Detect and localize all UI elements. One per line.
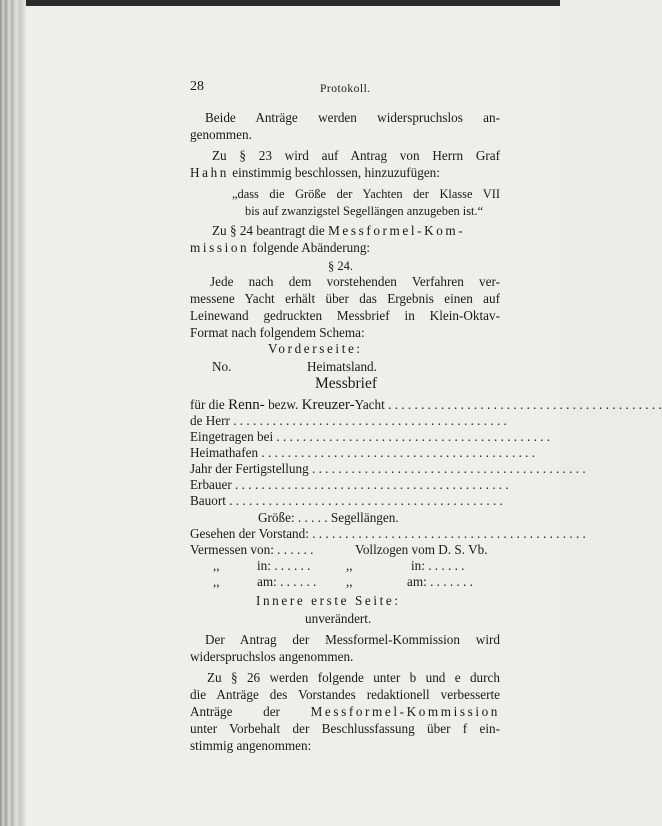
unchanged-note: unverändert.: [305, 611, 372, 626]
field-label: Erbauer: [190, 477, 232, 492]
form-field-yacht: [190, 397, 662, 413]
paragraph-line: [190, 704, 500, 720]
vollzogen-label: Vollzogen vom D. S. Vb.: [355, 542, 488, 557]
paragraph-line: Leinewand gedruckten Messbrief in Klein-Oktav-: [190, 308, 500, 323]
paragraph-line: genommen.: [190, 127, 252, 142]
paragraph-line: Zu § 26 werden folgende unter b und e durch: [207, 670, 500, 685]
paragraph-line: die Anträge des Vorstandes redaktionell verbesserte: [190, 687, 500, 702]
field-label: Jahr der Fertigstellung: [190, 461, 309, 476]
field-label: de Herr: [190, 413, 230, 428]
person-name: Hahn: [190, 165, 229, 180]
section-heading: § 24.: [328, 259, 353, 273]
am-field: am: . . . . . .: [257, 574, 317, 589]
commission-name: Messformel-Kom-: [328, 223, 466, 238]
field-label: Yacht: [354, 397, 385, 412]
form-field-bauort: [190, 493, 502, 509]
dot-leader: . . . . . . . . . . . . . . . . . . . . . . . . . . . . . . . . . . . . . . . . . .: [233, 413, 507, 428]
paragraph-line: [190, 240, 370, 256]
dot-leader: . . . . . . . . . . . . . . . . . . . . . . . . . . . . . . . . . . . . . . . . . .: [229, 493, 503, 508]
field-label: Bauort: [190, 493, 226, 508]
paragraph-line: Format nach folgendem Schema:: [190, 325, 365, 340]
dot-leader: . . . . . . . . . . . . . . . . . . . . . . . . . . . . . . . . . . . . . . . . . .: [388, 397, 662, 412]
form-field-erbauer: [190, 477, 509, 493]
field-label: Heimathafen: [190, 445, 259, 460]
commission-name: mission: [190, 240, 250, 255]
paragraph-line: [212, 223, 465, 239]
field-label: für die: [190, 397, 229, 412]
dot-leader: . . . . . . . . . . . . . . . . . . . . . . . . . . . . . . . . . . . . . . . . . .: [261, 445, 536, 460]
form-field-eingetragen: [190, 429, 551, 445]
in-field: in: . . . . . .: [257, 558, 311, 573]
groesse-line: Größe: . . . . . Segellängen.: [258, 510, 399, 525]
form-field-heimathafen: [190, 445, 536, 461]
quote-line: „dass die Größe der Yachten der Klasse VII: [232, 187, 500, 201]
dot-leader: . . . . . . . . . . . . . . . . . . . . . . . . . . . . . . . . . . . . . . . . . .: [235, 477, 509, 492]
am-field: am: . . . . . . .: [407, 574, 473, 589]
book-spine: [0, 0, 26, 826]
paragraph-text: Zu § 24 beantragt die: [212, 223, 329, 238]
paragraph-line: stimmig angenommen:: [190, 738, 312, 753]
ditto-mark: ,,: [346, 574, 353, 589]
field-label: bezw.: [264, 397, 302, 412]
heimatsland-label: Heimatsland.: [307, 359, 377, 374]
dot-leader: . . . . . . . . . . . . . . . . . . . . . . . . . . . . . . . . . . . . . . . . . .: [311, 461, 586, 476]
vermessen-label: Vermessen von: . . . . . .: [190, 542, 314, 557]
paragraph-line: [190, 165, 440, 181]
page-number: 28: [190, 79, 204, 94]
paragraph-text: einstimmig beschlossen, hinzuzufügen:: [228, 165, 440, 180]
form-field-jahr: [190, 461, 586, 477]
paragraph-line: Beide Anträge werden widerspruchslos an-: [205, 110, 500, 125]
ditto-mark: ,,: [213, 574, 220, 589]
field-label: Gesehen der Vorstand:: [190, 526, 309, 541]
paragraph-line: messene Yacht erhält über das Ergebnis einen auf: [190, 291, 500, 306]
paragraph-text: folgende Abänderung:: [249, 240, 371, 255]
paragraph-line: Jede nach dem vorstehenden Verfahren ver-: [210, 274, 500, 289]
running-title: Protokoll.: [320, 83, 371, 95]
paragraph-line: Der Antrag der Messformel-Kommission wird: [205, 632, 500, 647]
form-title: Messbrief: [315, 375, 377, 392]
commission-name: Messformel-Kommission: [310, 704, 500, 719]
paragraph-text: Anträge der: [190, 704, 311, 719]
field-label: Kreuzer-: [301, 397, 355, 413]
form-field-herr: [190, 413, 507, 429]
paragraph-line: Zu § 23 wird auf Antrag von Herrn Graf: [212, 148, 500, 163]
quote-line: bis auf zwanzigstel Segellängen anzugeben ist.“: [245, 204, 484, 218]
dot-leader: . . . . . . . . . . . . . . . . . . . . . . . . . . . . . . . . . . . . . . . . . .: [276, 429, 551, 444]
paragraph-line: unter Vorbehalt der Beschlussfassung über f ein-: [190, 721, 500, 736]
form-field-gesehen: [190, 526, 586, 542]
ditto-mark: ,,: [346, 558, 353, 573]
field-label: Eingetragen bei: [190, 429, 274, 444]
ditto-mark: ,,: [213, 558, 220, 573]
inner-heading: Innere erste Seite:: [256, 593, 401, 608]
field-label: Renn-: [228, 397, 265, 413]
dot-leader: . . . . . . . . . . . . . . . . . . . . . . . . . . . . . . . . . . . . . . . . . .: [312, 526, 586, 541]
no-label: No.: [212, 359, 232, 374]
paragraph-line: widerspruchslos angenommen.: [190, 649, 354, 664]
in-field: in: . . . . . .: [411, 558, 465, 573]
front-heading: Vorderseite:: [268, 341, 363, 356]
